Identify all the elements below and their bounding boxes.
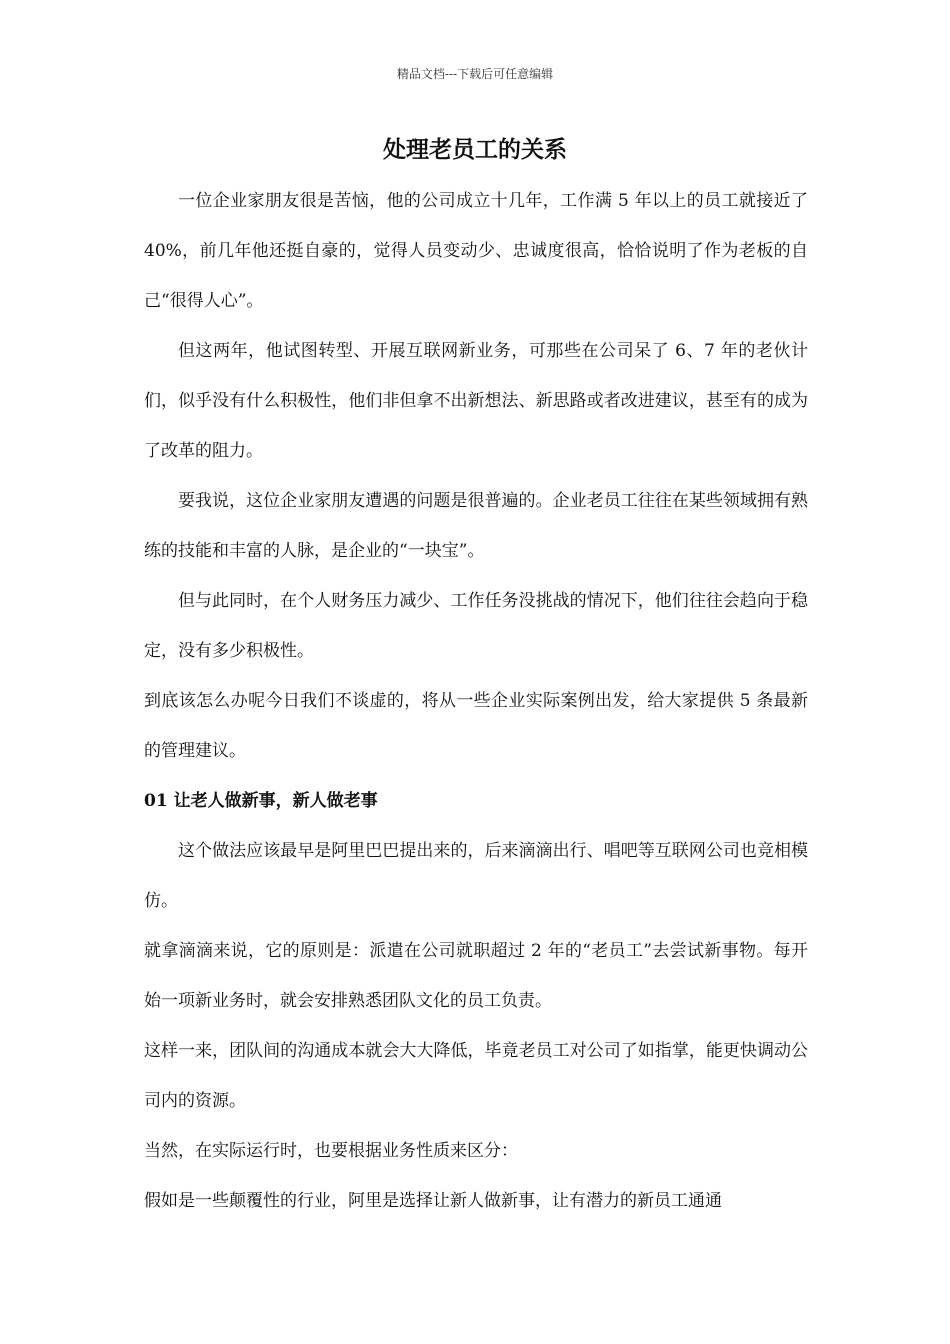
document-title: 处理老员工的关系 [383,136,567,163]
paragraph-3: 要我说，这位企业家朋友遭遇的问题是很普遍的。企业老员工往往在某些领域拥有熟练的技能和丰富的人脉，是企业的“一块宝”。 [144,491,808,561]
page-header: 精品文档---下载后可任意编辑 [396,67,554,81]
paragraph-9: 当然，在实际运行时，也要根据业务性质来区分： [144,1141,518,1161]
document-body [144,176,808,1226]
paragraph-7: 就拿滴滴来说，它的原则是：派遣在公司就职超过 2 年的“老员工”去尝试新事物。每开始一项新业务时，就会安排熟悉团队文化的员工负责。 [144,941,808,1011]
paragraph-4: 但与此同时，在个人财务压力减少、工作任务没挑战的情况下，他们往往会趋向于稳定，没有多少积极性。 [144,591,808,661]
paragraph-8: 这样一来，团队间的沟通成本就会大大降低，毕竟老员工对公司了如指掌，能更快调动公司内的资源。 [144,1041,808,1111]
section-heading-01: 01 让老人做新事，新人做老事 [144,791,378,811]
paragraph-6: 这个做法应该最早是阿里巴巴提出来的，后来滴滴出行、唱吧等互联网公司也竞相模仿。 [144,841,808,911]
paragraph-10: 假如是一些颠覆性的行业，阿里是选择让新人做新事，让有潜力的新员工通通 [144,1191,722,1211]
paragraph-5: 到底该怎么办呢今日我们不谈虚的，将从一些企业实际案例出发，给大家提供 5 条最新的管理建议。 [144,691,808,761]
paragraph-2: 但这两年，他试图转型、开展互联网新业务，可那些在公司呆了 6、7 年的老伙计们，似乎没有什么积极性，他们非但拿不出新想法、新思路或者改进建议，甚至有的成为了改革的阻力。 [144,341,808,461]
paragraph-1: 一位企业家朋友很是苦恼，他的公司成立十几年，工作满 5 年以上的员工就接近了 40%，前几年他还挺自豪的，觉得人员变动少、忠诚度很高，恰恰说明了作为老板的自己“很得人心”。 [144,191,808,311]
